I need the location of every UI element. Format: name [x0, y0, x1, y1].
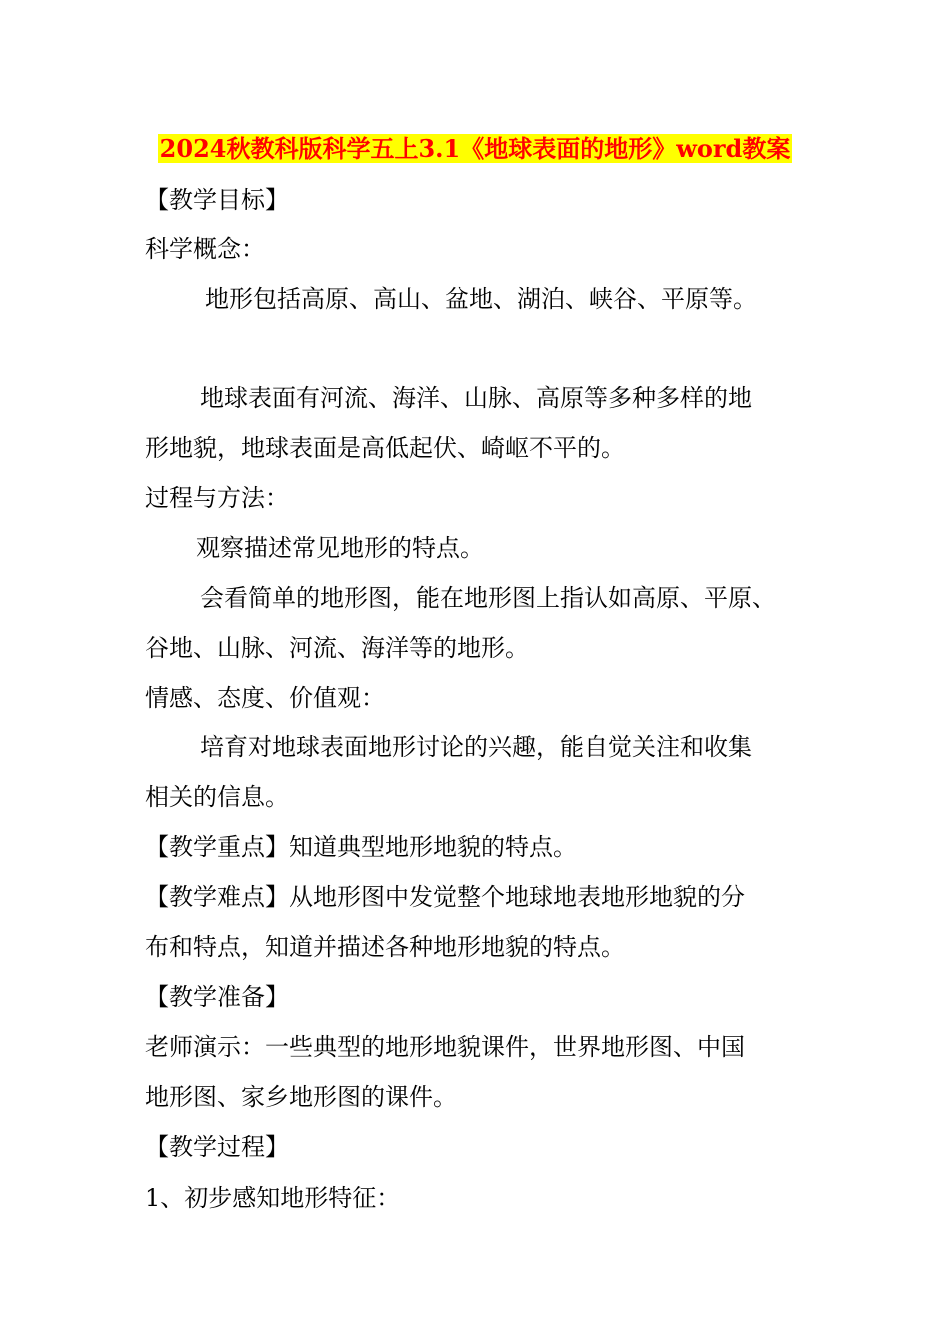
- subheading-science-concepts: 科学概念：: [145, 235, 265, 263]
- section-heading-objectives: 【教学目标】: [145, 186, 289, 214]
- paragraph-line: 相关的信息。: [145, 783, 289, 811]
- paragraph-line: 布和特点，知道并描述各种地形地貌的特点。: [145, 933, 625, 961]
- section-heading-preparation: 【教学准备】: [145, 983, 289, 1011]
- paragraph-line: 形地貌，地球表面是高低起伏、崎岖不平的。: [145, 434, 625, 462]
- list-item: 1、初步感知地形特征：: [145, 1184, 401, 1212]
- section-heading-process: 【教学过程】: [145, 1133, 289, 1161]
- paragraph-line: 地形图、家乡地形图的课件。: [145, 1083, 457, 1111]
- paragraph-line: 地形包括高原、高山、盆地、湖泊、峡谷、平原等。: [205, 285, 757, 313]
- document-title: [0, 132, 950, 166]
- paragraph-line: 培育对地球表面地形讨论的兴趣，能自觉关注和收集: [200, 733, 752, 761]
- paragraph-line: 谷地、山脉、河流、海洋等的地形。: [145, 634, 529, 662]
- subheading-attitude-values: 情感、态度、价值观：: [145, 684, 385, 712]
- section-heading-key-points: 【教学重点】知道典型地形地貌的特点。: [145, 833, 577, 861]
- paragraph-line: 老师演示：一些典型的地形地貌课件，世界地形图、中国: [145, 1033, 745, 1061]
- section-heading-difficulties: 【教学难点】从地形图中发觉整个地球地表地形地貌的分: [145, 883, 745, 911]
- paragraph-line: 地球表面有河流、海洋、山脉、高原等多种多样的地: [200, 384, 752, 412]
- subheading-process-method: 过程与方法：: [145, 484, 289, 512]
- paragraph-line: 观察描述常见地形的特点。: [196, 534, 484, 562]
- document-title-highlight: 2024秋教科版科学五上3.1《地球表面的地形》word教案: [159, 134, 791, 163]
- paragraph-line: 会看简单的地形图，能在地形图上指认如高原、平原、: [200, 584, 776, 612]
